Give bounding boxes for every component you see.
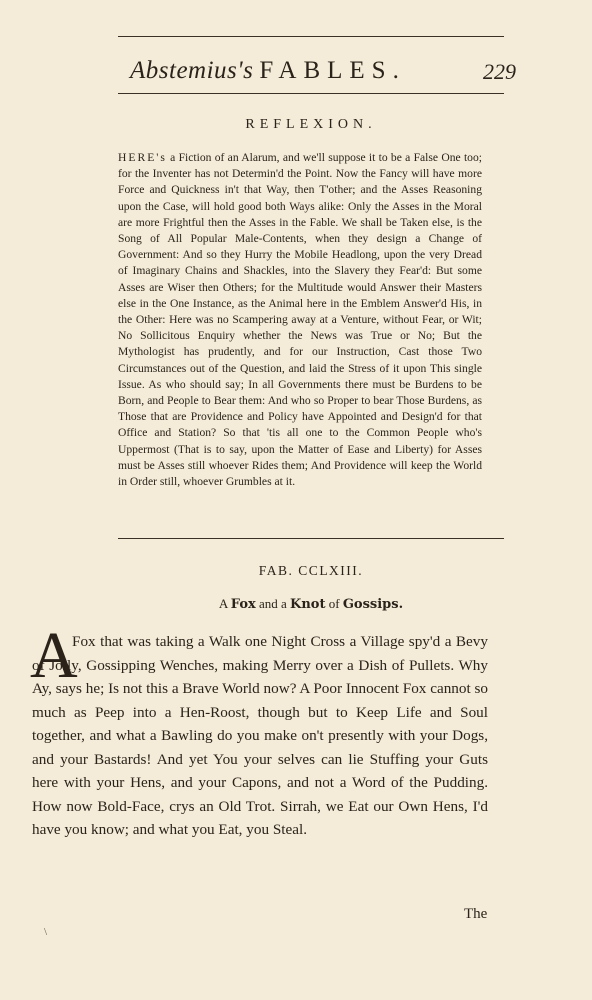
running-head-title: [130, 57, 406, 85]
margin-mark: \: [44, 926, 48, 938]
section-rule: [118, 538, 504, 539]
fable-title-part: and a: [255, 596, 291, 611]
fable-number: FAB. CCLXIII.: [258, 563, 364, 578]
running-head-author: Abstemius's: [130, 57, 254, 84]
reflexion-body: a Fiction of an Alarum, and we'll suppose it to be a False One too; for the Inventer has not Determin'd the Point. Now the Fancy will have more Force and Quickness in't that Way, then T'other; and the Asses Reasoning upon the Case, will hold good both Ways alike: Only the Asses in the Moral are more Frightful then the Asses in the Fable. We shall be Taken else, is the Song of All Popular Male-Contents, when they design a Change of Government: And so they Hurry the Mobile Headlong, upon the very Dread of Imaginary Chains and Shackles, into the Slavery they Fear'd: But some Asses are Wiser then Others; for the Multitude would Answer their Masters else in the One Instance, as the Animal here in the Emblem Answer'd His, in the Other: Here was no Scampering away at a Venture, without Fear, or Wit; No Sollicitous Enquiry whether the News was True or No; But the Mythologist has prudently, and for our Instruction, Cast those Two Circumstances out of the Question, and laid the Stress of it upon This single Issue. As who should say; In all Governments there must be Burdens to be Born, and People to Bear them: And who so Proper to bear Those Burdens, as Those that are Providence and Policy have Appointed and Design'd for that Office and Station? So that 'tis all one to the Common People who's Uppermost (That is to say, upon the Matter of Ease and Liberty) for Asses must be Asses still whoever Rides them; And Providence will keep the World in Order still, whoever Grumbles at it.: [118, 151, 482, 489]
fable-title-part: of: [325, 596, 343, 611]
running-head-caps: FABLES.: [259, 57, 406, 84]
fable-title: [118, 596, 504, 612]
fable-title-blackletter: Knot: [290, 597, 326, 612]
fable-title-part: A: [218, 596, 231, 611]
fable-title-blackletter: Fox: [230, 597, 256, 612]
reflexion-text: [118, 150, 482, 490]
running-head: [118, 57, 516, 87]
fable-body: Fox that was taking a Walk one Night Cross a Village spy'd a Bevy of Jolly, Gossipping Wenches, making Merry over a Dish of Pullets. Why Ay, says he; Is not this a Brave World now? A Poor Innocent Fox cannot so much as Peep into a Hen-Roost, though but to Keep Life and Soul together, and what a Bawling do you make on't presently with your Dogs, and your Bastards! And yet You your selves can lie Stuffing your Guts here with your Hens, and your Capons, and not a Word of the Pudding. How now Bold-Face, crys an Old Trot. Sirrah, we Eat our Own Hens, I'd have you know; and what you Eat, you Steal.: [32, 633, 488, 838]
drop-cap: A: [30, 619, 78, 692]
head-rule: [118, 93, 504, 94]
catchword: The: [464, 906, 488, 922]
page-number: 229: [483, 59, 516, 84]
reflexion-heading: REFLEXION.: [245, 117, 377, 132]
fable-title-blackletter: Gossips.: [342, 597, 404, 612]
top-rule: [118, 36, 504, 37]
reflexion-first-word: HERE's: [118, 151, 167, 164]
fable-text: [30, 619, 488, 842]
